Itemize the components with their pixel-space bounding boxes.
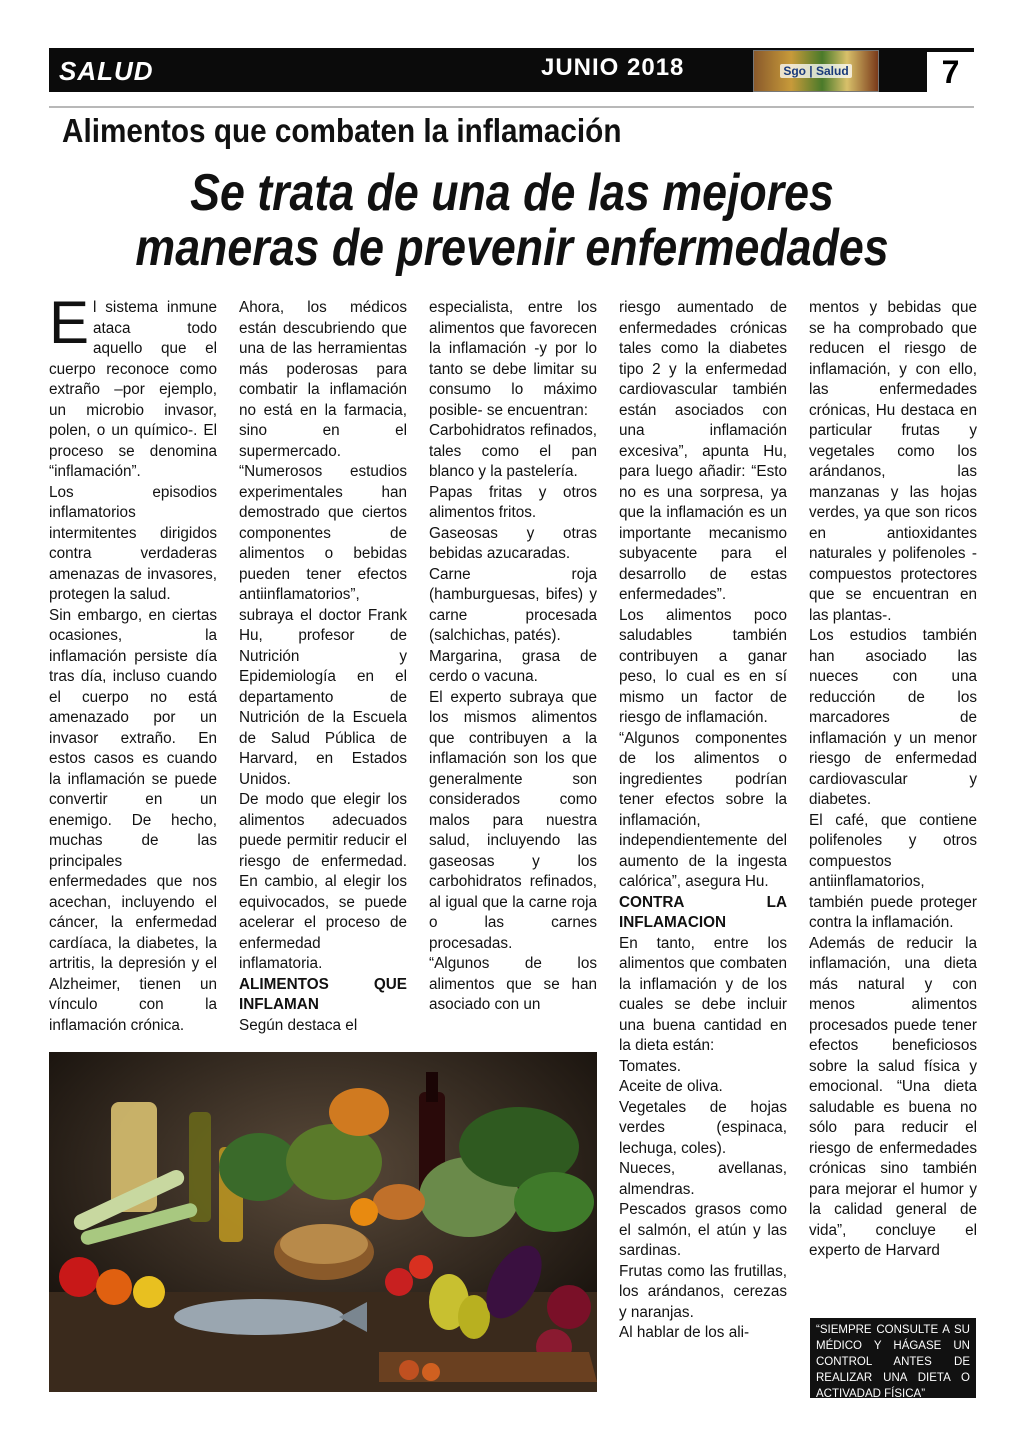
paragraph: l sistema inmune ataca todo aquello que el cuerpo reconoce como extraño –por ejemplo, un microbio invasor, polen, o un químico-. El proceso se denomina “inflamación”. [49, 299, 217, 480]
paragraph: Carbohidratos refinados, tales como el pan blanco y la pastelería. [429, 422, 597, 480]
subheading: ALIMENTOS QUE INFLAMAN [239, 975, 407, 1013]
article-column-3 [429, 298, 597, 1016]
paragraph: Los estudios también han asociado las nueces con una reducción de los marcadores de inflamación y un menor riesgo de enfermedad cardiovascular y diabetes. [809, 627, 977, 808]
list-item: Pescados grasos como el salmón, el atún y las sardinas. [619, 1201, 787, 1259]
headline-line-2: maneras de prevenir enfermedades [135, 219, 889, 277]
page-header [49, 48, 974, 92]
food-photo-illustration [49, 1052, 597, 1392]
paragraph: El experto subraya que los mismos alimentos que contribuyen a la inflamación son los que generalmente son considerados como malos para nuestra salud, incluyendo las gaseosas y los carbohidratos refinados, al igual que la carne roja o las carnes procesadas. [429, 688, 597, 952]
paragraph: “Algunos componentes de los alimentos o ingredientes podrían tener efectos sobre la inflamación, independientemente del aumento de la ingesta calórica”, asegura Hu. [619, 729, 787, 890]
article-column-4 [619, 298, 787, 1344]
food-photo [49, 1052, 597, 1392]
callout-box: “SIEMPRE CONSULTE A SU MÉDICO Y HÁGASE UN CONTROL ANTES DE REALIZAR UNA DIETA O ACTIVADAD FÍSICA” [810, 1318, 976, 1398]
paragraph: En tanto, entre los alimentos que combaten la inflamación y de los cuales se debe incluir una buena cantidad en la dieta están: [619, 934, 787, 1054]
publication-logo [753, 50, 879, 92]
article-column-2 [239, 298, 407, 1036]
paragraph: Gaseosas y otras bebidas azucaradas. [429, 524, 597, 562]
drop-cap: E [49, 289, 90, 356]
list-item: Nueces, avellanas, almendras. [619, 1160, 787, 1198]
paragraph: Los episodios inflamatorios intermitentes dirigidos contra verdaderas amenazas de invasores, protegen la salud. [49, 483, 217, 603]
paragraph: Sin embargo, en ciertas ocasiones, la inflamación persiste día tras día, incluso cuando el cuerpo no está amenazado por un invasor extraño. En estos casos es cuando la inflamación se puede convertir en un enemigo. De hecho, muchas de las principales enfermedades que nos acechan, incluyendo el cáncer, la enfermedad cardíaca, la diabetes, la artritis, la depresión y el Alzheimer, tienen un vínculo con la inflamación crónica. [49, 606, 217, 1034]
paragraph: Además de reducir la inflamación, una dieta más natural y con menos alimentos procesados puede tener efectos beneficiosos sobre la salud física y emocional. “Una dieta saludable es buena no sólo para reducir el riesgo de enfermedades crónicas sino también para mejorar el humor y la calidad general de vida”, concluye el experto de Harvard [809, 934, 977, 1259]
headline-line-1: Se trata de una de las mejores [190, 164, 834, 222]
paragraph: Al hablar de los ali- [619, 1324, 750, 1341]
paragraph: “Algunos de los alimentos que se han asociado con un [429, 955, 597, 1013]
article-kicker: Alimentos que combaten la inflamación [62, 112, 622, 149]
article-headline [106, 166, 918, 276]
paragraph: Carne roja (hamburguesas, bifes) y carne procesada (salchichas, patés). [429, 565, 597, 644]
page-number: 7 [927, 52, 974, 92]
list-item: Tomates. [619, 1057, 682, 1075]
subheading: CONTRA LA INFLAMACION [619, 893, 787, 931]
issue-date: JUNIO 2018 [541, 54, 685, 81]
list-item: Aceite de oliva. [619, 1078, 723, 1095]
paragraph: Margarina, grasa de cerdo o vacuna. [429, 647, 597, 685]
paragraph: Ahora, los médicos están descubriendo que una de las herramientas más poderosas para combatir la inflamación no está en la farmacia, sino en el supermercado. [239, 299, 407, 460]
logo-text: Sgo | Salud [780, 64, 851, 78]
section-name: SALUD [59, 56, 154, 86]
paragraph: El café, que contiene polifenoles y otros compuestos antiinflamatorios, también puede proteger contra la inflamación. [809, 811, 977, 931]
paragraph: especialista, entre los alimentos que favorecen la inflamación -y por lo tanto se debe limitar su consumo lo máximo posible- se encuentran: [429, 299, 597, 419]
paragraph: De modo que elegir los alimentos adecuados puede permitir reducir el riesgo de enfermedad. En cambio, al elegir los equivocados, se puede acelerar el proceso de enfermedad inflamatoria. [239, 791, 407, 972]
header-rule [49, 106, 974, 108]
list-item: Frutas como las frutillas, los arándanos, cerezas y naranjas. [619, 1262, 787, 1321]
article-column-1 [49, 289, 217, 1036]
paragraph: riesgo aumentado de enfermedades crónicas tales como la diabetes tipo 2 y la enfermedad cardiovascular también están asociados con una inflamación excesiva”, apunta Hu, para luego añadir: “Esto no es una sorpresa, ya que la inflamación es un importante mecanismo subyacente para el desarrollo de estas enfermedades”. [619, 299, 787, 603]
article-column-5 [809, 298, 977, 1262]
paragraph: “Numerosos estudios experimentales han demostrado que ciertos componentes de alimentos o bebidas pueden tener efectos antiinflamatorios”, subraya el doctor Frank Hu, profesor de Nutrición y Epidemiología en el departamento de Nutrición de la Escuela de Salud Pública de Harvard, en Estados Unidos. [239, 463, 407, 788]
paragraph: mentos y bebidas que se ha comprobado que reducen el riesgo de inflamación, y con ello, las enfermedades crónicas, Hu destaca en particular frutas y vegetales como los arándanos, las manzanas y las hojas verdes, ya que son ricos en antioxidantes naturales y polifenoles -compuestos protectores que se encuentran en las plantas-. [809, 299, 977, 624]
paragraph: Según destaca el [239, 1016, 358, 1034]
paragraph: Papas fritas y otros alimentos fritos. [429, 483, 597, 521]
paragraph: Los alimentos poco saludables también contribuyen a ganar peso, lo cual es en sí mismo un factor de riesgo de inflamación. [619, 606, 787, 726]
list-item: Vegetales de hojas verdes (espinaca, lechuga, coles). [619, 1098, 787, 1157]
